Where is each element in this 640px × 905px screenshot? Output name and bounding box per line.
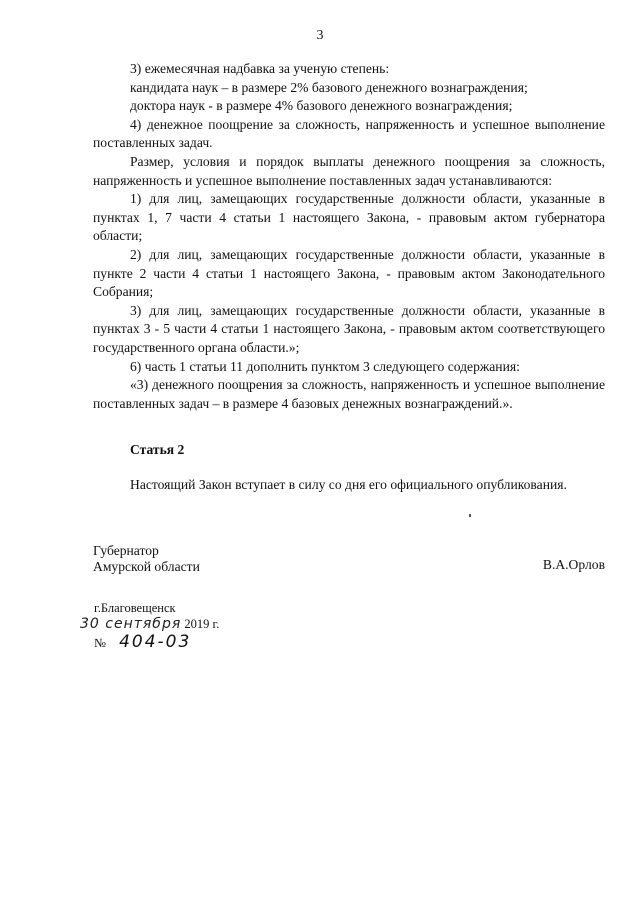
document-body [93, 60, 605, 494]
paragraph-item-1: 1) для лиц, замещающих государственные должности области, указанные в пунктах 1, 7 части 4 статьи 1 настоящего Закона, - правовым актом губернатора области; [93, 191, 605, 244]
signature-block [93, 543, 605, 575]
paragraph-item-2: 2) для лиц, замещающих государственные должности области, указанные в пункте 2 части 4 статьи 1 настоящего Закона, - правовым актом Законодательного Собрания; [93, 246, 605, 300]
paragraph-amendment-6: 6) часть 1 статьи 11 дополнить пунктом 3 следующего содержания: [130, 358, 520, 374]
handwritten-number: 404-03 [119, 632, 192, 652]
article-heading: Статья 2 [130, 442, 185, 458]
paragraph-entry-into-force: Настоящий Закон вступает в силу со дня его официального опубликования. [130, 476, 567, 492]
scan-mark [469, 514, 471, 517]
number-label: № [94, 636, 106, 650]
place-date-block [80, 600, 219, 651]
date-year: 2019 г. [184, 617, 220, 631]
city-line: г.Благовещенск [94, 601, 176, 615]
signature-title-line2: Амурской области [93, 559, 200, 574]
paragraph-amendment-text: «3) денежного поощрения за сложность, напряженность и успешное выполнение поставленных задач – в размере 4 базовых денежных вознаграждений.». [93, 377, 605, 411]
number-line [80, 634, 219, 651]
paragraph-bonus-conditions: Размер, условия и порядок выплаты денежного поощрения за сложность, напряженность и успешное выполнение поставленных задач устанавливаются: [93, 153, 605, 188]
page-number: 3 [316, 28, 324, 43]
paragraph-degree-allowance: 3) ежемесячная надбавка за ученую степень: [130, 61, 390, 76]
signature-title-line1: Губернатор [93, 543, 159, 558]
paragraph-item-3: 3) для лиц, замещающих государственные должности области, указанные в пунктах 3 - 5 части 4 статьи 1 настоящего Закона, - правовым актом соответствующего государственного органа области.»; [93, 302, 605, 355]
signature-name: В.А.Орлов [542, 557, 605, 572]
handwritten-date: 30 сентября [80, 616, 182, 632]
paragraph-candidate-rate: кандидата наук – в размере 2% базового денежного вознаграждения; [130, 79, 528, 95]
date-line [80, 616, 219, 632]
paragraph-bonus: 4) денежное поощрение за сложность, напряженность и успешное выполнение поставленных задач. [93, 116, 605, 151]
paragraph-doctor-rate: доктора наук - в размере 4% базового денежного вознаграждения; [130, 98, 513, 114]
